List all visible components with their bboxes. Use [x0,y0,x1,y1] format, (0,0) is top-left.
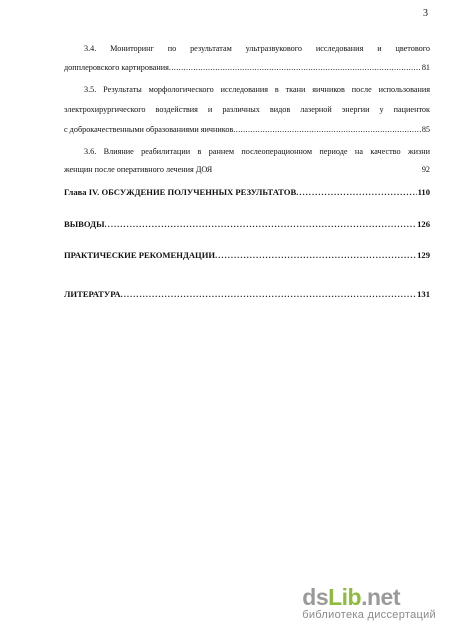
toc-leader-dots [105,219,417,230]
toc-conclusions [64,219,430,230]
toc-3-4-page: 81 [421,63,430,72]
toc-3-5-line1: 3.5. Результаты морфологического исследования в ткани яичников после использования [84,85,430,94]
toc-chapter-4-label: Глава IV. ОБСУЖДЕНИЕ ПОЛУЧЕННЫХ РЕЗУЛЬТАТОВ [64,187,297,197]
toc-leader-dots [233,124,421,135]
toc-literature-label: ЛИТЕРАТУРА [64,289,121,299]
toc-literature [64,289,430,300]
toc-3-5-line3: с доброкачественными образованиями яичников [64,125,234,134]
logo-lib-part: Lib [328,584,362,610]
toc-literature-page: 131 [417,289,430,299]
toc-leader-dots [121,289,417,300]
toc-entry-3-5 [64,124,430,135]
toc-3-5-line2: электрохирургического воздействия и различных видов лазерной энергии у пациенток [64,105,430,114]
toc-3-4-line1: 3.4. Мониторинг по результатам ультразвукового исследования и цветового [84,44,430,53]
toc-leader-dots [169,62,421,73]
toc-leader-dots [215,250,416,261]
toc-3-6-page: 92 [421,165,430,174]
toc-conclusions-page: 126 [417,219,430,229]
watermark-subtitle: библиотека диссертаций [302,609,436,621]
toc-recommendations [64,250,430,261]
toc-leader-dots [296,187,416,198]
page-number: 3 [423,8,428,19]
dslib-logo [302,585,436,609]
toc-3-4-line2: допплеровского картирования [64,63,169,72]
dslib-watermark [302,585,436,621]
toc-recommendations-page: 129 [417,250,430,260]
toc-entry-3-6 [64,164,430,175]
toc-3-6-line1: 3.6. Влияние реабилитации в раннем послеоперационном периоде на качество жизни [84,147,430,156]
toc-entry-3-4 [64,62,430,73]
toc-chapter-4 [64,187,430,198]
logo-ds-part: ds [302,584,329,610]
toc-3-5-page: 85 [421,125,430,134]
toc-conclusions-label: ВЫВОДЫ [64,219,105,229]
toc-3-6-line2: женщин после оперативного лечения ДОЯ [64,165,213,174]
logo-net-part: .net [361,584,400,610]
toc-chapter-4-page: 110 [417,187,430,197]
toc-recommendations-label: ПРАКТИЧЕСКИЕ РЕКОМЕНДАЦИИ [64,250,216,260]
